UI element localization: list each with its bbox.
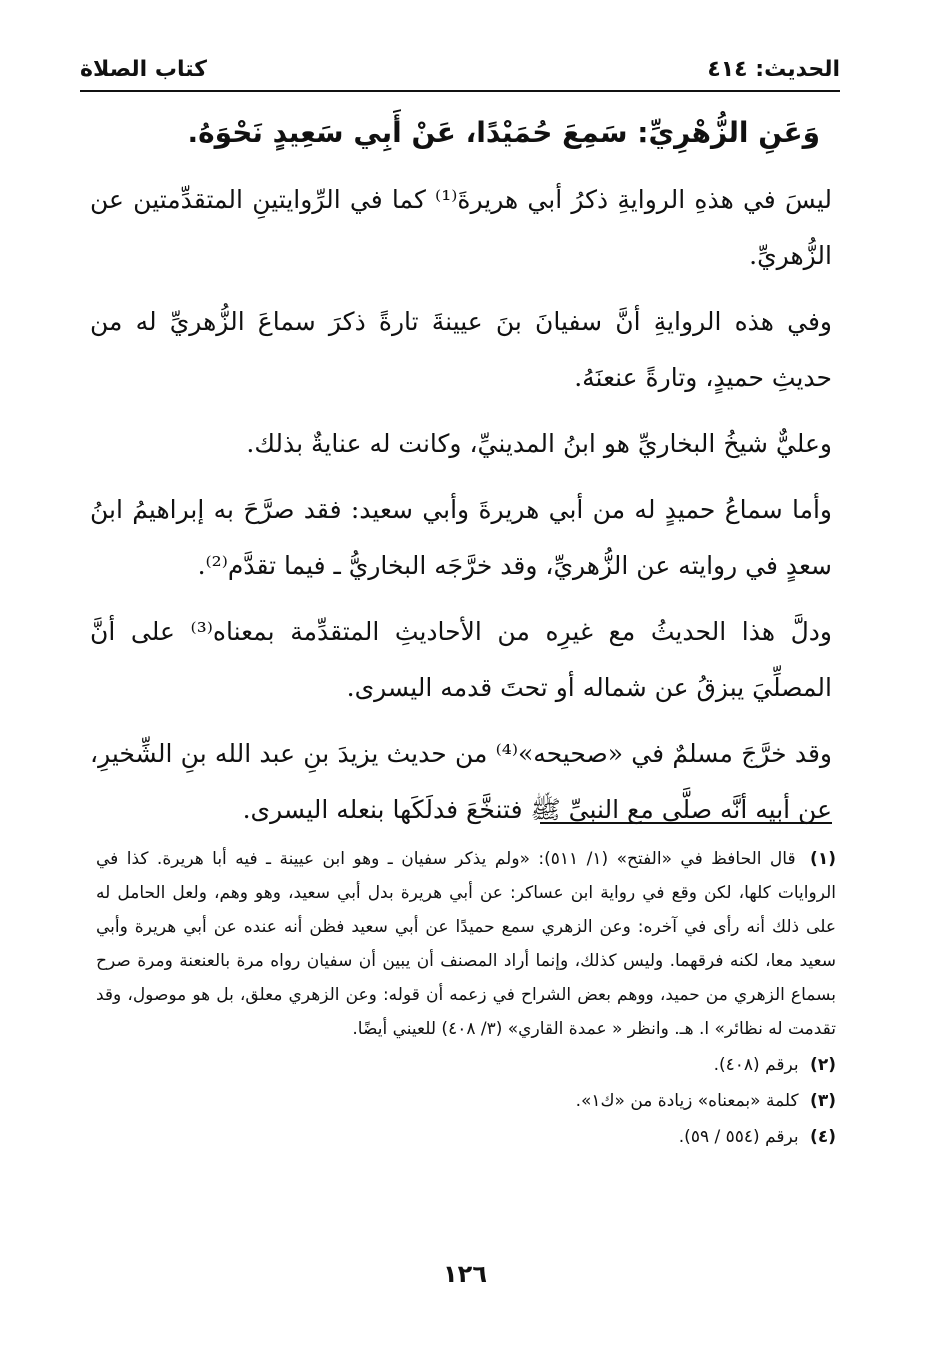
footnotes (96, 842, 836, 1156)
footnote-text: برقم (٤٠٨). (713, 1055, 799, 1075)
running-header (80, 52, 840, 88)
footnote-number: (٣) (810, 1091, 836, 1111)
main-text (90, 108, 832, 848)
footnote-text: قال الحافظ في «الفتح» (١/ ٥١١): «ولم يذكر سفيان ـ وهو ابن عيينة ـ فيه أبا هريرة. كذا في الروايات كلها، لكن وقع في رواية ابن عساكر: عن أبي هريرة بدل أبي سعيد، وهو وهم، ولعل الحامل له على ذلك أنه رأى في آخره: وعن الزهري سمع حميدًا عن أبي سعيد فظن أنه عنده عن أبي هريرة وأبي سعيد معا، لكنه فرقهما. وليس كذلك، وإنما أراد المصنف أن يبين أن سفيان رواه مرة بالعنعنة ومرة صرح بسماع الزهري من حميد، ووهم بعض الشراح في زعمه أن قوله: وعن الزهري معلق، بل هو موصول، وقد تقدمت له نظائر» ا. هـ. وانظر « عمدة القاري» (٣/ ٤٠٨) للعيني أيضًا. (96, 849, 836, 1039)
page-number: ١٢٦ (443, 1260, 487, 1288)
paragraph: ودلَّ هذا الحديثُ مع غيرِه من الأحاديثِ المتقدِّمة بمعناه⁽³⁾ على أنَّ المصلِّيَ يبزقُ عن شماله أو تحتَ قدمه اليسرى. (90, 617, 833, 702)
paragraph: وأما سماعُ حميدٍ له من أبي هريرةَ وأبي سعيد: فقد صرَّحَ به إبراهيمُ ابنُ سعدٍ في روايته عن الزُّهريِّ، وقد خرَّجَه البخاريُّ ـ فيما تقدَّم⁽²⁾. (90, 495, 832, 580)
footnote-number: (١) (810, 849, 836, 869)
book-chapter-header: كتاب الصلاة (80, 57, 207, 82)
footnote-number: (٢) (810, 1055, 836, 1075)
hadith-number-header: الحديث: ٤١٤ (707, 57, 840, 82)
paragraph: ليسَ في هذهِ الروايةِ ذكرُ أبي هريرةَ⁽¹⁾ كما في الرِّوايتينِ المتقدِّمتين عن الزُّهريِّ. (90, 185, 833, 270)
footnote (96, 1084, 836, 1118)
footnote (96, 1120, 836, 1154)
footnote (96, 1048, 836, 1082)
paragraph: وقد خرَّجَ مسلمٌ في «صحيحه»⁽⁴⁾ من حديث يزيدَ بنِ عبد الله بنِ الشِّخيرِ، عن أبيه أنَّه صلَّى مع النبيِّ ﷺ فتنخَّعَ فدلَكَها بنعله اليسرى. (90, 739, 832, 824)
hadith-line: وَعَنِ الزُّهْرِيِّ: سَمِعَ حُمَيْدًا، عَنْ أَبِي سَعِيدٍ نَحْوَهُ. (187, 116, 820, 149)
footnote-text: برقم (٥٥٤ / ٥٩). (678, 1127, 799, 1147)
footnote-number: (٤) (810, 1127, 836, 1147)
footnote-text: كلمة «بمعناه» زيادة من «ك١». (575, 1091, 799, 1111)
footnote (96, 842, 836, 1046)
paragraph: وعليٌّ شيخُ البخاريِّ هو ابنُ المدينيِّ، وكانت له عنايةٌ بذلك. (246, 429, 832, 458)
footnote-rule (540, 822, 832, 824)
paragraph: وفي هذه الروايةِ أنَّ سفيانَ بنَ عيينةَ تارةً ذكرَ سماعَ الزُّهريِّ له من حديثِ حميدٍ، وتارةً عنعنَهُ. (90, 307, 832, 392)
header-rule (80, 90, 840, 92)
